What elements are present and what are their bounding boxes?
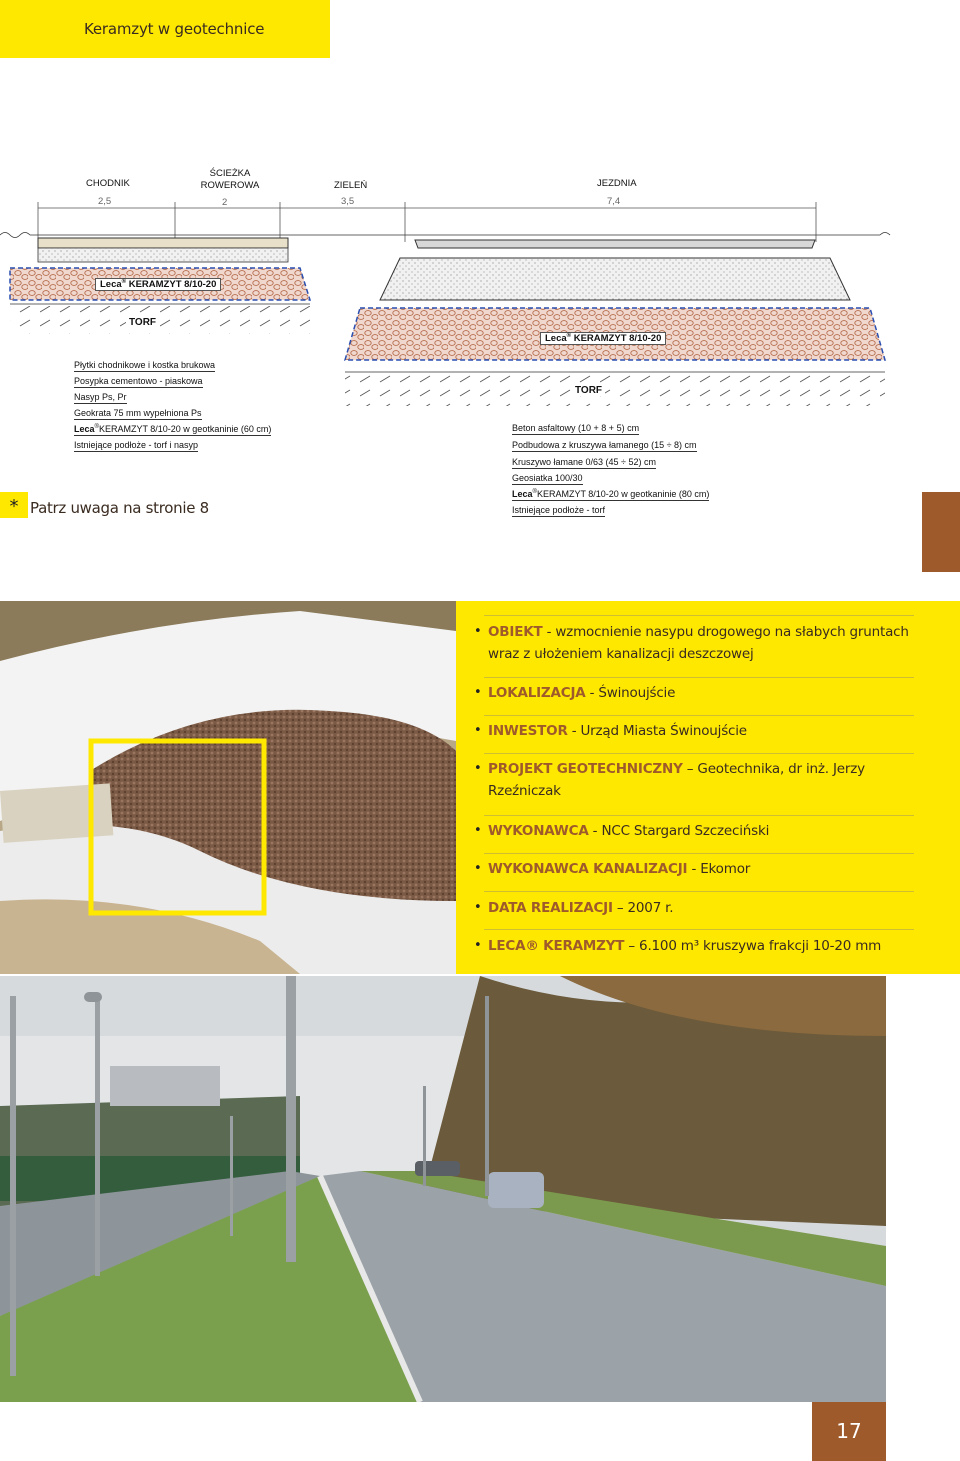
separator bbox=[484, 853, 914, 854]
info-key: DATA REALIZACJI bbox=[488, 900, 613, 916]
info-item-wykonawca-kanalizacji bbox=[474, 858, 928, 880]
legend-left-item: Istniejące podłoże - torf i nasyp bbox=[74, 440, 199, 450]
separator bbox=[484, 815, 914, 816]
page-title: Keramzyt w geotechnice bbox=[84, 20, 265, 38]
legend-left-item: Posypka cementowo - piaskowa bbox=[74, 376, 203, 386]
dimension-value: 2 bbox=[222, 197, 228, 208]
page-number: 17 bbox=[812, 1402, 886, 1461]
legend-text: KERAMZYT 8/10-20 w geotkaninie (60 cm) bbox=[98, 424, 272, 434]
info-item-projekt bbox=[474, 758, 928, 802]
info-key: WYKONAWCA KANALIZACJI bbox=[488, 861, 688, 877]
info-value: – 2007 r. bbox=[612, 900, 674, 916]
bullet-icon: • bbox=[474, 823, 482, 838]
side-tab bbox=[922, 492, 960, 572]
torf-label-left: TORF bbox=[126, 317, 159, 328]
keramzyt-text: KERAMZYT 8/10-20 bbox=[128, 279, 217, 291]
info-item-data bbox=[474, 897, 928, 919]
info-key: PROJEKT GEOTECHNICZNY bbox=[488, 761, 683, 777]
bullet-icon: • bbox=[474, 938, 482, 953]
separator bbox=[484, 753, 914, 754]
bullet-icon: • bbox=[474, 761, 482, 776]
cross-section-drawing bbox=[0, 160, 960, 520]
bullet-icon: • bbox=[474, 723, 482, 738]
info-item-wykonawca bbox=[474, 820, 928, 842]
separator bbox=[484, 715, 914, 716]
construction-photo bbox=[0, 601, 456, 974]
legend-left-item: Leca®KERAMZYT 8/10-20 w geotkaninie (60 cm) bbox=[74, 424, 272, 434]
leca-brand: Leca bbox=[100, 279, 122, 291]
info-item-leca bbox=[474, 935, 928, 957]
info-item-obiekt bbox=[474, 621, 928, 665]
column-label-chodnik: CHODNIK bbox=[86, 178, 130, 189]
separator bbox=[484, 929, 914, 930]
note-star-icon: * bbox=[0, 492, 28, 518]
legend-right-item: Podbudowa z kruszywa łamanego (15 ÷ 8) cm bbox=[512, 440, 697, 450]
info-key: INWESTOR bbox=[488, 723, 568, 739]
dimension-value: 2,5 bbox=[98, 196, 112, 207]
info-key: WYKONAWCA bbox=[488, 823, 589, 839]
project-info-panel bbox=[456, 601, 960, 974]
leca-brand: Leca bbox=[74, 424, 95, 434]
bullet-icon: • bbox=[474, 624, 482, 639]
info-item-inwestor bbox=[474, 720, 928, 742]
dimension-value: 7,4 bbox=[607, 196, 621, 207]
road-photo bbox=[0, 976, 886, 1402]
legend-right-item: Beton asfaltowy (10 + 8 + 5) cm bbox=[512, 423, 640, 433]
info-value: - Urząd Miasta Świnoujście bbox=[567, 723, 747, 739]
info-value: - Świnoujście bbox=[585, 685, 676, 701]
info-value: - wzmocnienie nasypu drogowego na słabych gruntach wraz z ułożeniem kanalizacji deszczowej bbox=[488, 624, 909, 662]
info-value: – Geotechnika, dr inż. Jerzy Rzeźniczak bbox=[488, 761, 865, 799]
keramzyt-text: KERAMZYT 8/10-20 bbox=[573, 333, 662, 345]
separator bbox=[484, 891, 914, 892]
legend-left-item: Geokrata 75 mm wypełniona Ps bbox=[74, 408, 202, 418]
separator bbox=[484, 677, 914, 678]
bullet-icon: • bbox=[474, 861, 482, 876]
legend-right-item: Geosiatka 100/30 bbox=[512, 473, 583, 483]
info-item-lokalizacja bbox=[474, 682, 928, 704]
info-value: - NCC Stargard Szczeciński bbox=[588, 823, 770, 839]
info-value: - Ekomor bbox=[687, 861, 751, 877]
legend-text: KERAMZYT 8/10-20 w geotkaninie (80 cm) bbox=[536, 489, 710, 499]
keramzyt-label-left: Leca® KERAMZYT 8/10-20 bbox=[95, 278, 221, 291]
legend-right-item: Kruszywo łamane 0/63 (45 ÷ 52) cm bbox=[512, 457, 656, 467]
bullet-icon: • bbox=[474, 685, 482, 700]
dimension-value: 3,5 bbox=[341, 196, 355, 207]
note-text: Patrz uwaga na stronie 8 bbox=[30, 499, 209, 517]
info-key: LOKALIZACJA bbox=[488, 685, 586, 701]
torf-label-right: TORF bbox=[572, 385, 605, 396]
legend-left-item: Płytki chodnikowe i kostka brukowa bbox=[74, 360, 216, 370]
column-label-jezdnia: JEZDNIA bbox=[597, 178, 637, 189]
legend-right-item: Leca®KERAMZYT 8/10-20 w geotkaninie (80 cm) bbox=[512, 489, 710, 499]
column-label-sciezka: ŚCIEŻKA ROWEROWA bbox=[200, 168, 260, 191]
info-value: – 6.100 m³ kruszywa frakcji 10-20 mm bbox=[624, 938, 882, 954]
info-key: LECA® KERAMZYT bbox=[488, 938, 625, 954]
construction-photo-drawing bbox=[0, 601, 456, 974]
bullet-icon: • bbox=[474, 900, 482, 915]
keramzyt-label-right: Leca® KERAMZYT 8/10-20 bbox=[540, 332, 666, 345]
cross-section-diagram bbox=[0, 160, 960, 520]
road-photo-drawing bbox=[0, 976, 886, 1402]
leca-brand: Leca bbox=[545, 333, 567, 345]
info-key: OBIEKT bbox=[488, 624, 543, 640]
leca-brand: Leca bbox=[512, 489, 533, 499]
separator bbox=[484, 615, 914, 616]
legend-right-item: Istniejące podłoże - torf bbox=[512, 505, 606, 515]
legend-left-item: Nasyp Ps, Pr bbox=[74, 392, 127, 402]
column-label-zielen: ZIELEŃ bbox=[334, 180, 368, 191]
